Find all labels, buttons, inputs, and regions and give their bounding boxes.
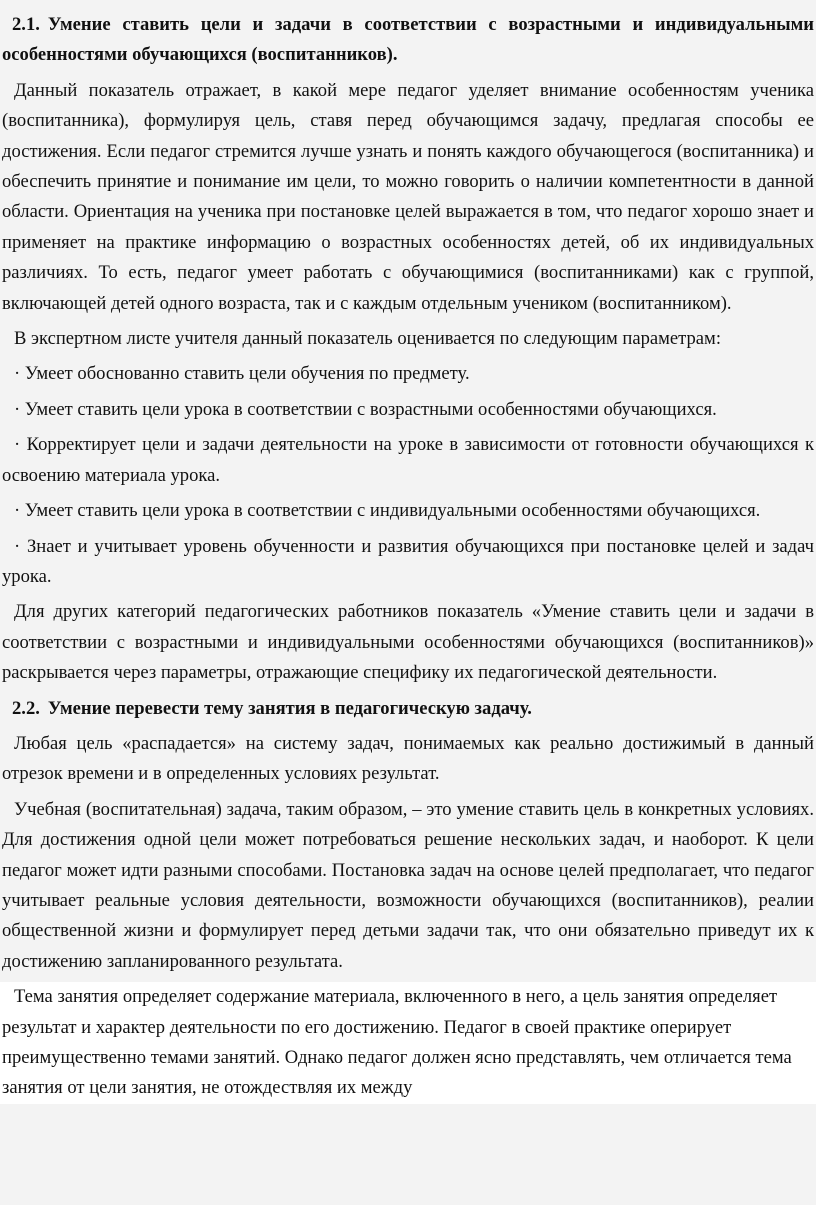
section-title: Умение ставить цели и задачи в соответствии с возрастными и индивидуальными особенностями обучающихся (воспитанников). (2, 14, 814, 66)
paragraph: Данный показатель отражает, в какой мере педагог уделяет внимание особенностям ученика (воспитанника), формулируя цель, ставя перед обучающимся задачу, предлагая способы ее достижения. Если педагог стремится лучше узнать и понять каждого обучающегося (воспитанника) и обеспечить принятие и понимание им цели, то можно говорить о наличии компетентности в данной области. Ориентация на ученика при постановке целей выражается в том, что педагог хорошо знает и применяет на практике информацию о возрастных особенностях детей, об их индивидуальных различиях. То есть, педагог умеет работать с обучающимися (воспитанниками) как с группой, включающей детей одного возраста, так и с каждым отдельным учеником (воспитанником). (2, 79, 814, 314)
section-title: Умение перевести тему занятия в педагогическую задачу. (47, 697, 532, 719)
section-heading-2-1 (2, 10, 814, 71)
list-item: · Умеет ставить цели урока в соответствии с индивидуальными особенностями обучающихся. (14, 500, 761, 522)
list-item: · Корректирует цели и задачи деятельности на уроке в зависимости от готовности обучающихся к освоению материала урока. (2, 434, 814, 486)
list-item: · Умеет обоснованно ставить цели обучения по предмету. (14, 363, 470, 385)
paragraph: Тема занятия определяет содержание материала, включенного в него, а цель занятия определяет результат и характер деятельности по его достижению. Педагог в своей практике оперирует преимущественно темами занятий. Однако педагог должен ясно представлять, чем отличается тема занятия от цели занятия, не отождествляя их между (2, 986, 792, 1099)
section-heading-2-2 (2, 694, 814, 724)
list-item: · Умеет ставить цели урока в соответствии с возрастными особенностями обучающихся. (14, 398, 717, 420)
section-number: 2.1. (12, 14, 40, 35)
section-number: 2.2. (12, 697, 40, 719)
paragraph: В экспертном листе учителя данный показатель оценивается по следующим параметрам: (14, 328, 721, 350)
paragraph: Любая цель «распадается» на систему задач, понимаемых как реально достижимый в данный отрезок времени и в определенных условиях результат. (2, 732, 814, 785)
list-item: · Знает и учитывает уровень обученности и развития обучающихся при постановке целей и задач урока. (2, 535, 814, 587)
paragraph: Для других категорий педагогических работников показатель «Умение ставить цели и задачи в соответствии с возрастными и индивидуальными особенностями обучающихся (воспитанников)» раскрывается через параметры, отражающие специфику их педагогической деятельности. (2, 601, 814, 684)
paragraph: Учебная (воспитательная) задача, таким образом, – это умение ставить цель в конкретных условиях. Для достижения одной цели может потребоваться решение нескольких задач, и наоборот. К цели педагог может идти разными способами. Постановка задач на основе целей предполагает, что педагог учитывает реальные условия деятельности, возможности обучающихся (воспитанников), реалии общественной жизни и формулирует перед детьми задачи так, что они обязательно приведут их к достижению запланированного результата. (2, 798, 814, 972)
closing-block (0, 982, 816, 1104)
